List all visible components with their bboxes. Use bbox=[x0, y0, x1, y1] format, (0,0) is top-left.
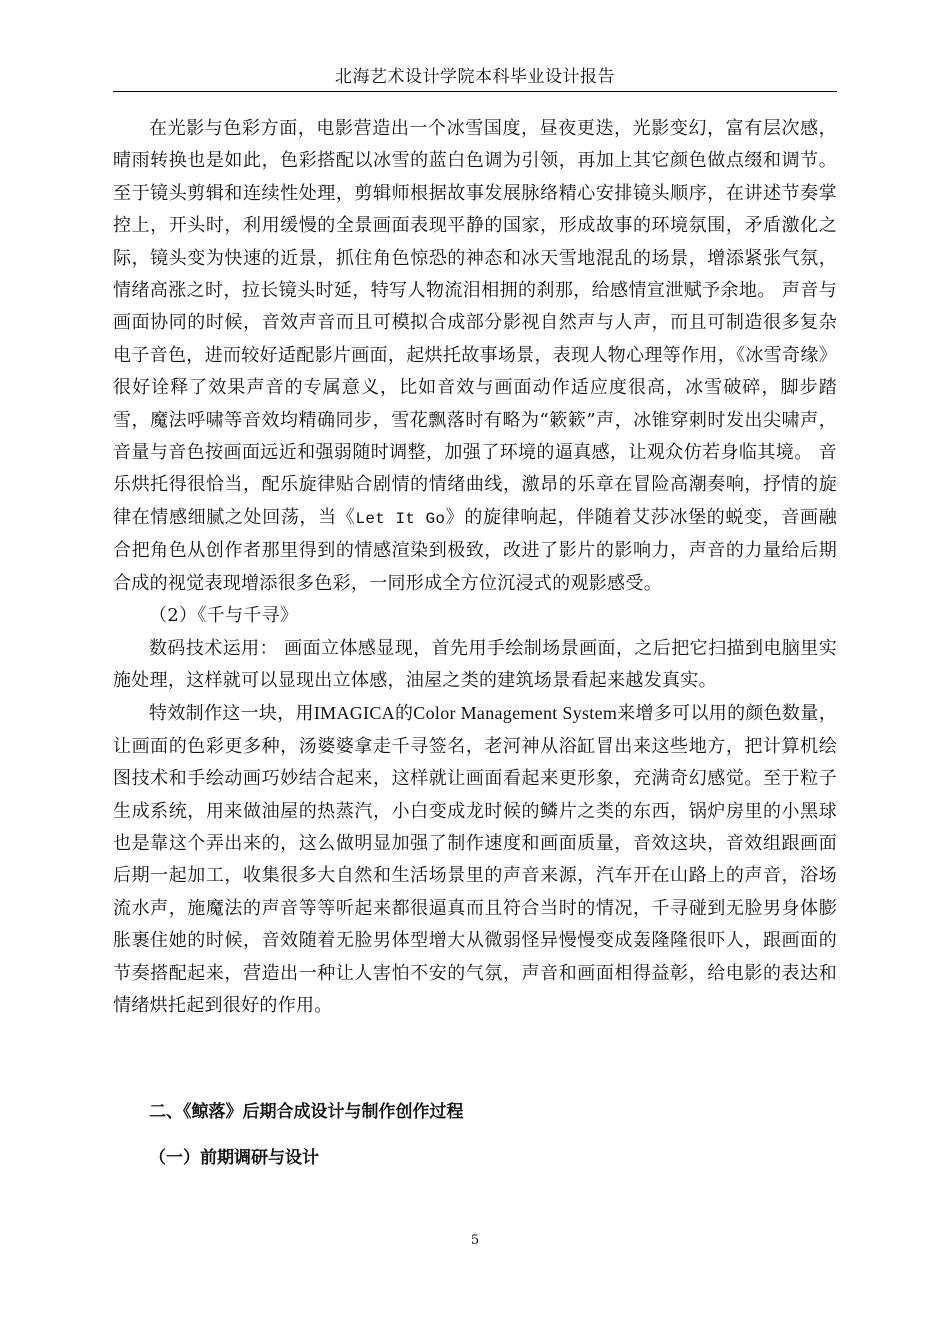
header-divider bbox=[113, 91, 837, 92]
paragraph-text: 》的旋律响起，伴随着艾莎冰堡的蜕变，音画融合把角色从创作者那里得到的情感渲染到极致，改进了影片的影响力，声音的力量给后期合成的视觉表现增添很多色彩，一同形成全方位沉浸式的观影感受。 bbox=[113, 506, 837, 594]
company-name: IMAGICA bbox=[313, 703, 395, 724]
song-title: Let It Go bbox=[355, 509, 446, 528]
list-item-heading: （2）《千与千寻》 bbox=[149, 605, 299, 627]
paragraph-special-effects bbox=[113, 697, 837, 1022]
paragraph-text: 的 bbox=[394, 703, 414, 725]
paragraph-text: 特效制作这一块，用 bbox=[149, 703, 314, 725]
paragraph-text: 来增多可以用的颜色数量，让画面的色彩更多种，汤婆婆拿走千寻签名，老河神从浴缸冒出来这些地方，把计算机绘图技术和手绘动画巧妙结合起来，这样就让画面看起来更形象，充满奇幻感觉。至于粒子生成系统，用来做油屋的热蒸汽，小白变成龙时候的鳞片之类的东西，锅炉房里的小黑球也是靠这个弄出来的，这么做明显加强了制作速度和画面质量，音效这块，音效组跟画面后期一起加工，收集很多大自然和生活场景里的声音来源，汽车开在山路上的声音，浴场流水声，施魔法的声音等等听起来都很逼真而且符合当时的情况，千寻碰到无脸男身体膨胀裹住她的时候，音效随着无脸男体型增大从微弱怪异慢慢变成轰隆隆很吓人，跟画面的节奏搭配起来，营造出一种让人害怕不安的气氛，声音和画面相得益彰，给电影的表达和情绪烘托起到很好的作用。 bbox=[113, 703, 837, 1016]
subsection-heading: （一）前期调研与设计 bbox=[149, 1148, 319, 1168]
paragraph-digital-tech: 数码技术运用： 画面立体感显现，首先用手绘制场景画面，之后把它扫描到电脑里实施处理，这样就可以显现出立体感，油屋之类的建筑场景看起来越发真实。 bbox=[113, 637, 837, 691]
system-name: Color Management System bbox=[413, 703, 618, 724]
document-body bbox=[113, 113, 837, 1022]
paragraph-frozen-analysis bbox=[113, 113, 837, 600]
paragraph-text: 在光影与色彩方面，电影营造出一个冰雪国度，昼夜更迭，光影变幻，富有层次感，晴雨转换也是如此，色彩搭配以冰雪的蓝白色调为引领，再加上其它颜色做点缀和调节。至于镜头剪辑和连续性处理，剪辑师根据故事发展脉络精心安排镜头顺序，在讲述节奏掌控上，开头时，利用缓慢的全景画面表现平静的国家，形成故事的环境氛围，矛盾激化之际，镜头变为快速的近景，抓住角色惊恐的神态和冰天雪地混乱的场景，增添紧张气氛，情绪高涨之时，拉长镜头时延，特写人物流泪相拥的刹那，给感情宣泄赋予余地。 声音与画面协同的时候，音效声音而且可模拟合成部分影视自然声与人声，而且可制造很多复杂电子音色，进而较好适配影片画面，起烘托故事场景，表现人物心理等作用，《冰雪奇缘》很好诠释了效果声音的专属意义，比如音效与画面动作适应度很高，冰雪破碎，脚步踏雪，魔法呼啸等音效均精确同步，雪花飘落时有略为“簌簌”声，冰锥穿刺时发出尖啸声，音量与音色按画面远近和强弱随时调整，加强了环境的逼真感，让观众仿若身临其境。 音乐烘托得很恰当，配乐旋律贴合剧情的情绪曲线，激昂的乐章在冒险高潮奏响，抒情的旋律在情感细腻之处回荡，当《 bbox=[113, 118, 837, 528]
section-heading: 二、《鲸落》后期合成设计与制作创作过程 bbox=[149, 1102, 464, 1122]
page-header: 北海艺术设计学院本科毕业设计报告 bbox=[335, 67, 615, 87]
page-number: 5 bbox=[470, 1233, 480, 1248]
